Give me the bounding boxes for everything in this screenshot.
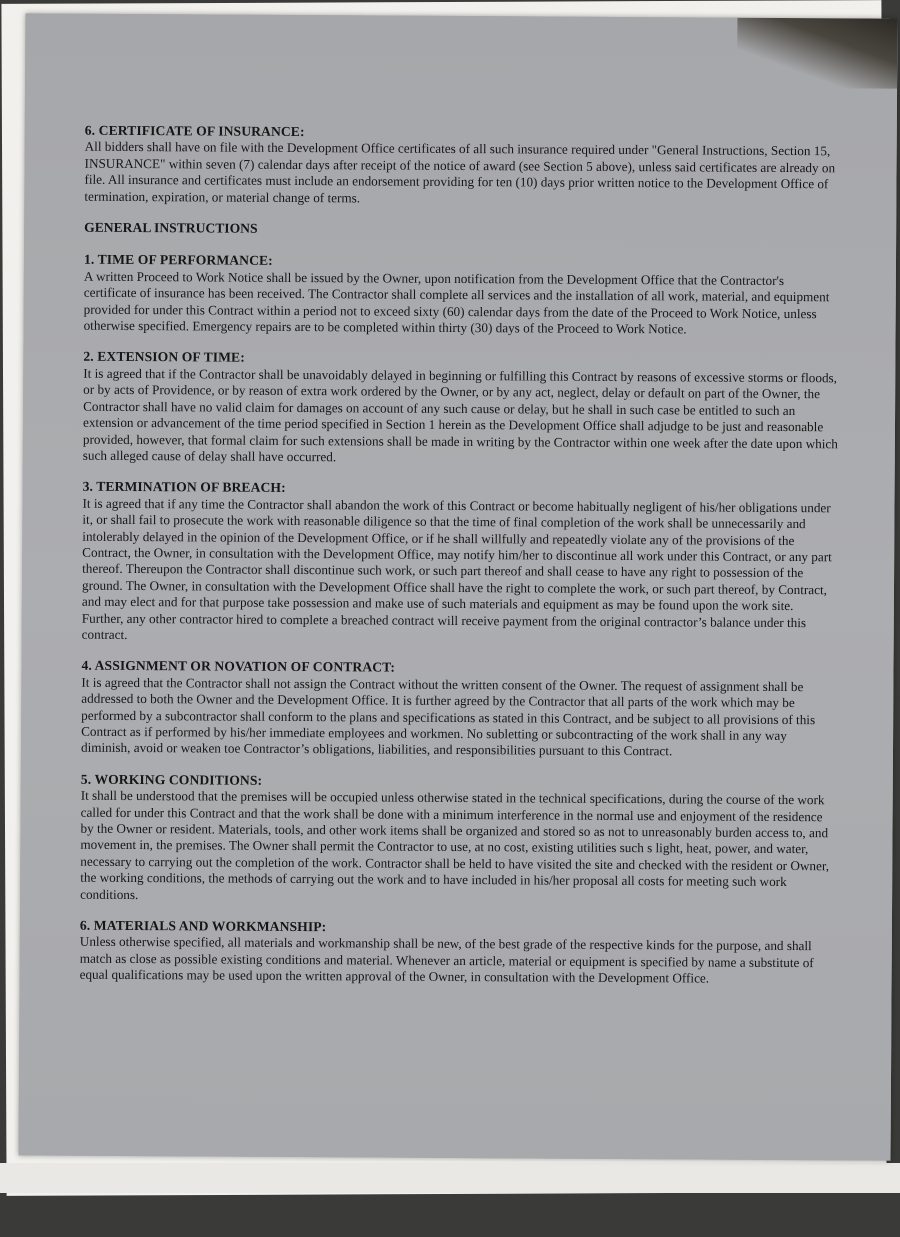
section-heading: 2. EXTENSION OF TIME:: [83, 349, 245, 366]
bottom-paper-strip: [0, 1163, 900, 1193]
section-heading: 5. WORKING CONDITIONS:: [80, 771, 263, 788]
section-text: It is agreed that if the Contractor shall be unavoidably delayed in beginning or fulfilling this Contract by reasons of excessive storms or floods, or by acts of Providence, or by reason of extra work ordered by the Owner, or by any act, neglect, delay or default on part of the Owner, the Contractor shall have no valid claim for damages on account of any such cause or delay, but he shall in such case be entitled to such an extension or advancement of the time period specified in Section 1 herein as the Development Office shall adjudge to be just and reasonable provided, however, that formal claim for such extensions shall be made in writing by the Contractor within one week after the date upon which such alleged cause of delay shall have occurred.: [82, 365, 838, 465]
section-text: It is agreed that if any time the Contractor shall abandon the work of this Contract or become habitually negligent of his/her obligations under it, or shall fail to prosecute the work with reasonable diligence so that the time of final completion of the work shall be unnecessarily and intolerably delayed in the opinion of the Development Office, or if he shall willfully and repeatedly violate any of the provisions of the Contract, the Owner, in consultation with the Development Office, may notify him/her to discontinue all work under this Contract, or any part thereof. Thereupon the Contractor shall discontinue such work, or such part thereof and shall cease to have any right to possession of the ground. The Owner, in consultation with the Development Office shall have the right to complete the work, or such part thereof, by Contract, and may elect and for that purpose take possession and make use of such materials and equipment as may be found upon the work site. Further, any other contractor hired to complete a breached contract will receive payment from the original contractor’s balance under this contract.: [81, 495, 832, 642]
section-certificate-of-insurance: [84, 123, 840, 210]
section-extension-of-time: [83, 349, 840, 468]
section-text: It shall be understood that the premises will be occupied unless otherwise stated in the technical specifications, during the course of the work called for under this Contract and that the work shall be done with a minimum interference in the normal use and enjoyment of the residence by the Owner or resident. Materials, tools, and other work items shall be organized and stored so as not to unreasonably burden access to, and movement in, the premises. The Owner shall permit the Contractor to use, at no cost, existing utilities such s light, heat, power, and water, necessary to carrying out the completion of the work. Contractor shall be held to have visited the site and checked with the resident or Owner, the working conditions, the methods of carrying out the work and to have included in his/her proposal all costs for meeting such work conditions.: [80, 787, 830, 902]
section-assignment-or-novation: [81, 658, 838, 761]
section-heading: 6. CERTIFICATE OF INSURANCE:: [84, 122, 305, 140]
section-heading: 4. ASSIGNMENT OR NOVATION OF CONTRACT:: [81, 658, 396, 675]
section-text: A written Proceed to Work Notice shall be issued by the Owner, upon notification from the Development Office that the Contractor's certificate of insurance has been received. The Contractor shall complete all services and the installation of all work, material, and equipment provided for under this Contract within a period not to exceed sixty (60) calendar days from the date of the Proceed to Work Notice, unless otherwise specified. Emergency repairs are to be completed within thirty (30) days of the Proceed to Work Notice.: [83, 268, 830, 337]
section-text: It is agreed that the Contractor shall not assign the Contract without the written consent of the Owner. The request of assignment shall be addressed to both the Owner and the Development Office. It is further agreed by the Contractor that all parts of the work which may be performed by a subcontractor shall conform to the plans and specifications as stated in this Contract, and be subject to all provisions of this Contract as if performed by his/her immediate employees and workmen. No subletting or subcontracting of the work shall in any way diminish, avoid or weaken toe Contractor’s obligations, liabilities, and responsibilities pursuant to this Contract.: [80, 674, 816, 759]
section-heading: 3. TERMINATION OF BREACH:: [82, 479, 286, 496]
general-instructions-heading: GENERAL INSTRUCTIONS: [84, 219, 258, 236]
section-heading: 6. MATERIALS AND WORKMANSHIP:: [79, 917, 327, 935]
section-text: All bidders shall have on file with the Development Office certificates of all such insurance required under "General Instructions, Section 15, INSURANCE" within seven (7) calendar days after receipt of the notice of award (see Section 5 above), unless said certificates are already on file. All insurance and certificates must include an endorsement providing for ten (10) days prior written notice to the Development Office of termination, expiration, or material change of terms.: [84, 139, 836, 206]
document-body: [79, 123, 840, 1003]
section-heading: 1. TIME OF PERFORMANCE:: [83, 252, 273, 269]
section-working-conditions: [80, 772, 837, 908]
section-materials-and-workmanship: [80, 918, 836, 988]
document-page: [19, 13, 898, 1160]
section-text: Unless otherwise specified, all materials and workmanship shall be new, of the best grade of the respective kinds for the purpose, and shall match as close as possible existing conditions and material. Whenever an article, material or equipment is specified by name a substitute of equal qualifications may be used upon the written approval of the Owner, in consultation with the Development Office.: [79, 934, 814, 986]
section-time-of-performance: [84, 252, 840, 339]
section-termination-of-breach: [82, 479, 839, 648]
page-corner-shadow: [737, 18, 897, 89]
